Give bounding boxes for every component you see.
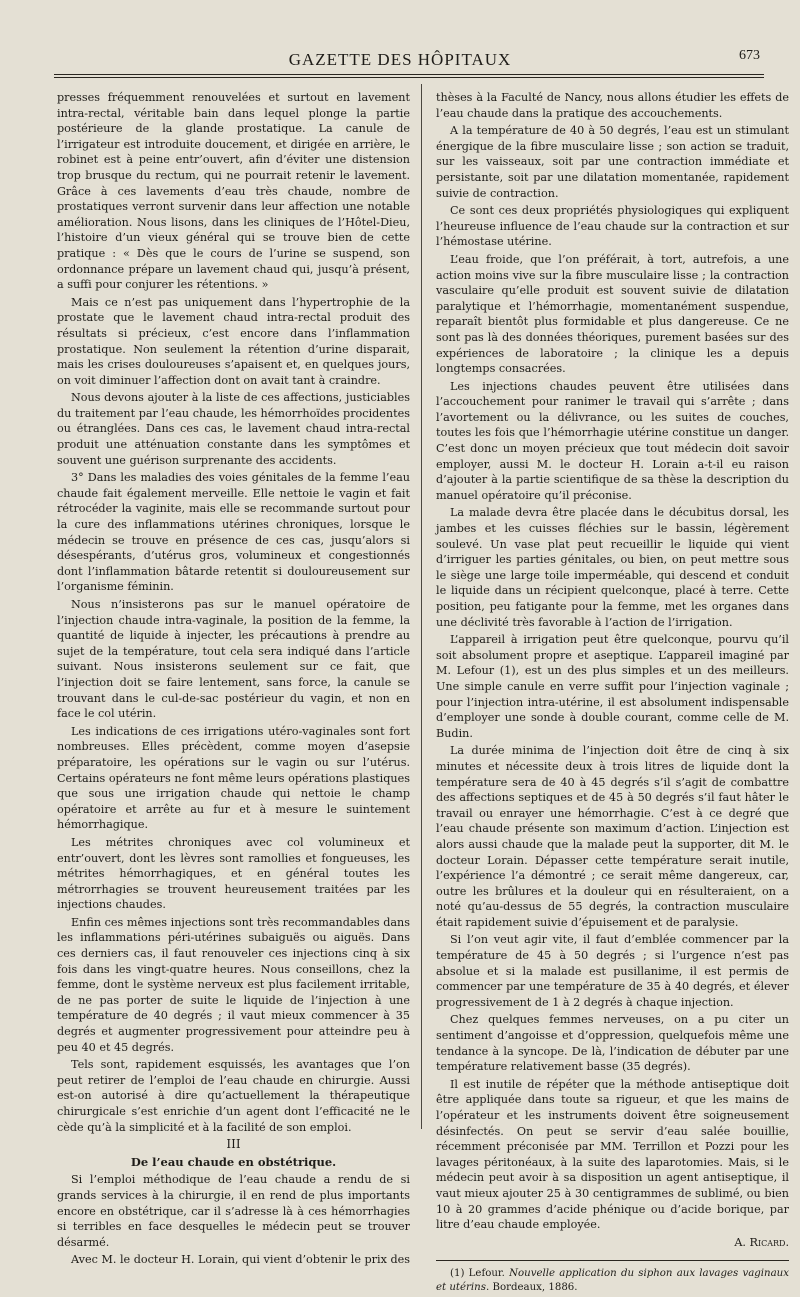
footnote	[436, 1267, 789, 1295]
paragraph: La malade devra être placée dans le décubitus dorsal, les jambes et les cuisses fléchies sur le bassin, légèrement soulevé. Un vase plat peut recueillir le liquide qui vient d’irriguer les parties génitales, ou bien, on peut mettre sous le siège une large toile imperméable, qui descend et conduit le liquide dans un récipient quelconque, placé à terre. Cette position, peu fatigante pour la femme, met les organes dans une déclivité très favorable à l’action de l’irrigation.	[436, 506, 789, 629]
paragraph: thèses à la Faculté de Nancy, nous allons étudier les effets de l’eau chaude dans la pratique des accouchements.	[436, 91, 789, 120]
paragraph: Si l’on veut agir vite, il faut d’emblée commencer par la température de 45 à 50 degrés ; si l’urgence n’est pas absolue et si la malade est pusillanime, il est permis de commencer par une température de 35 à 40 degrés, et élever progressivement de 1 à 2 degrés à chaque injection.	[436, 933, 789, 1009]
page-number: 673	[739, 48, 760, 63]
paragraph: L’eau froide, que l’on préférait, à tort, autrefois, a une action moins vive sur la fibre musculaire lisse ; la contraction vasculaire qu’elle produit est souvent suivie de dilatation paralytique et l’hémorrhagie, momentanément suspendue, reparaît bientôt plus formidable et plus dangereuse. Ce ne sont pas là des données théoriques, purement basées sur des expériences de laboratoire ; la clinique les a depuis longtemps consacrées.	[436, 252, 789, 376]
paragraph: presses fréquemment renouvelées et surtout en lavement intra-rectal, véritable bain dans lequel plonge la partie postérieure de la glande prostatique. La canule de l’irrigateur est introduite doucement, et dirigée en arrière, le robinet est à peine entr’ouvert, afin d’éviter une distension trop brusque du rectum, qui ne pourrait retenir le lavement. Grâce à ces lavements d’eau très chaude, nombre de prostatiques verront survenir dans leur affection une notable amélioration. Nous lisons, dans les cliniques de l’Hôtel-Dieu, l’histoire d’un vieux général qui se trouve bien de cette pratique : « Dès que le cours de l’urine se suspend, son ordonnance prépare un lavement chaud qui, jusqu’à présent, a suffi pour conjurer les rétentions. »	[57, 91, 410, 292]
signature: A. Ricard.	[734, 1235, 789, 1249]
paragraph: Chez quelques femmes nerveuses, on a pu citer un sentiment d’angoisse et d’oppression, quelquefois même une tendance à la syncope. De là, l’indication de débuter par une température relativement basse (35 degrés).	[436, 1013, 789, 1074]
paragraph: Les métrites chroniques avec col volumineux et entr’ouvert, dont les lèvres sont ramollies et fongueuses, les métrites hémorrhagiques, et en général toutes les métrorrhagies se trouvent heureusement traitées par les injections chaudes.	[57, 835, 410, 912]
paragraph: Tels sont, rapidement esquissés, les avantages que l’on peut retirer de l’emploi de l’eau chaude en chirurgie. Aussi est-on autorisé à dire qu’actuellement la thérapeutique chirurgicale s’est enrichie d’un agent dont l’efficacité ne le cède qu’à la simplicité et à la facilité de son emploi.	[57, 1058, 410, 1134]
column-divider	[421, 84, 422, 1129]
section-number: III	[226, 1137, 241, 1152]
paragraph: Nous devons ajouter à la liste de ces affections, justiciables du traitement par l’eau chaude, les hémorrhoïdes procidentes ou étranglées. Dans ces cas, le lavement chaud intra-rectal produit une atténuation constante dans les symptômes et souvent une guérison surprenante des accidents.	[57, 391, 410, 467]
footnote-place: Bordeaux, 1886.	[492, 1282, 578, 1294]
paragraph: 3° Dans les maladies des voies génitales de la femme l’eau chaude fait également merveille. Elle nettoie le vagin et fait rétrocéder la vaginite, mais elle se recommande surtout pour la cure des inflammations utérines chroniques, lorsque le médecin se trouve en présence de ces cas, jusqu’alors si désespérants, d’utérus gros, volumineux et congestionnés dont l’inflammation bâtarde retentit si douloureusement sur l’organisme féminin.	[57, 471, 410, 594]
header-rule	[54, 74, 764, 78]
paragraph: Les injections chaudes peuvent être utilisées dans l’accouchement pour ranimer le travail qui s’arrête ; dans l’avortement ou la délivrance, ou les suites de couches, toutes les fois que l’hémorrhagie utérine constitue un danger. C’est donc un moyen précieux que tout médecin doit savoir employer, aussi M. le docteur H. Lorain a-t-il eu raison d’ajouter à la partie scientifique de sa thèse la description du manuel opératoire qu’il préconise.	[436, 379, 789, 502]
paragraph: Si l’emploi méthodique de l’eau chaude a rendu de si grands services à la chirurgie, il en rend de plus importants encore en obstétrique, car il s’adresse là à ces hémorrhagies si terribles en face desquelles le médecin peut se trouver désarmé.	[57, 1173, 410, 1249]
paragraph: Il est inutile de répéter que la méthode antiseptique doit être appliquée dans toute sa rigueur, et que les mains de l’opérateur et les instruments doivent être soigneusement désinfectés. On peut se servir d’eau salée bouillie, récemment préconisée par MM. Terrillon et Pozzi pour les lavages péritonéaux, à la suite des laparotomies. Mais, si le médecin peut avoir à sa disposition un agent antiseptique, il vaut mieux ajouter 25 à 30 centigrammes de sublimé, ou bien 10 à 20 grammes d’acide phénique ou d’acide borique, par litre d’eau chaude employée.	[436, 1077, 789, 1232]
paragraph: Ce sont ces deux propriétés physiologiques qui expliquent l’heureuse influence de l’eau chaude sur la contraction et sur l’hémostase utérine.	[436, 204, 789, 249]
footnote-marker: (1)	[450, 1268, 465, 1280]
right-column	[436, 90, 789, 1297]
paragraph: A la température de 40 à 50 degrés, l’eau est un stimulant énergique de la fibre musculaire lisse ; son action se traduit, sur les vaisseaux, soit par une contraction immédiate et persistante, soit par une dilatation momentanée, rapidement suivie de contraction.	[436, 124, 789, 200]
paragraph: Enfin ces mêmes injections sont très recommandables dans les inflammations péri-utérines subaiguës ou aiguës. Dans ces derniers cas, il faut renouveler ces injections cinq à six fois dans les vingt-quatre heures. Nous conseillons, chez la femme, dont le système nerveux est plus facilement irritable, de ne pas porter de suite le liquide de l’injection à une température de 40 degrés ; il vaut mieux commencer à 35 degrés et augmenter progressivement pour atteindre peu à peu 40 et 45 degrés.	[57, 915, 410, 1054]
paragraph: Avec M. le docteur H. Lorain, qui vient d’obtenir le prix des	[71, 1253, 410, 1267]
paragraph: Nous n’insisterons pas sur le manuel opératoire de l’injection chaude intra-vaginale, la position de la femme, la quantité de liquide à injecter, les précautions à prendre au sujet de la température, tout cela sera indiqué dans l’article suivant. Nous insisterons seulement sur ce fait, que l’injection doit se faire lentement, sans force, la canule se trouvant dans le cul-de-sac postérieur du vagin, et non en face le col utérin.	[57, 598, 410, 721]
footnote-author: Lefour.	[468, 1268, 505, 1280]
page-title: GAZETTE DES HÔPITAUX	[288, 50, 512, 69]
paragraph: La durée minima de l’injection doit être de cinq à six minutes et nécessite deux à trois litres de liquide dont la température sera de 40 à 45 degrés s’il s’agit de combattre des affections septiques et de 45 à 50 degrés s’il faut hâter le travail ou enrayer une hémorrhagie. C’est à ce degré que l’eau chaude présente son maximum d’action. L’injection est alors aussi chaude que la malade peut la supporter, dit M. le docteur Lorain. Dépasser cette température serait inutile, l’expérience l’a démontré ; ce serait même dangereux, car, outre les brûlures et la douleur qui en résulteraient, on a noté qu’au-dessus de 55 degrés, la contraction musculaire était rapidement suivie d’épuisement et de paralysie.	[436, 744, 789, 929]
paragraph: Les indications de ces irrigations utéro-vaginales sont fort nombreuses. Elles précèdent, comme moyen d’asepsie préparatoire, les opérations sur le vagin ou sur l’utérus. Certains opérateurs ne font même leurs opérations plastiques que sous une irrigation chaude qui nettoie le champ opératoire et arrête au fur et à mesure le suintement hémorrhagique.	[57, 724, 410, 832]
section-title: De l’eau chaude en obstétrique.	[130, 1154, 337, 1169]
paragraph: Mais ce n’est pas uniquement dans l’hypertrophie de la prostate que le lavement chaud intra-rectal produit des résultats si précieux, c’est encore dans l’inflammation prostatique. Non seulement la rétention d’urine disparait, mais les crises douloureuses s’apaisent et, en quelques jours, on voit diminuer l’affection dont on avait tant à craindre.	[57, 295, 410, 387]
footnote-title: Nouvelle application du siphon aux lavages vaginaux et utérins.	[436, 1268, 789, 1294]
left-column	[57, 90, 410, 1270]
paragraph: L’appareil à irrigation peut être quelconque, pourvu qu’il soit absolument propre et aseptique. L’appareil imaginé par M. Lefour (1), est un des plus simples et un des meilleurs. Une simple canule en verre suffit pour l’injection vaginale ; pour l’injection intra-utérine, il est absolument indispensable d’employer une sonde à double courant, comme celle de M. Budin.	[436, 633, 789, 740]
footnote-rule	[436, 1260, 789, 1261]
